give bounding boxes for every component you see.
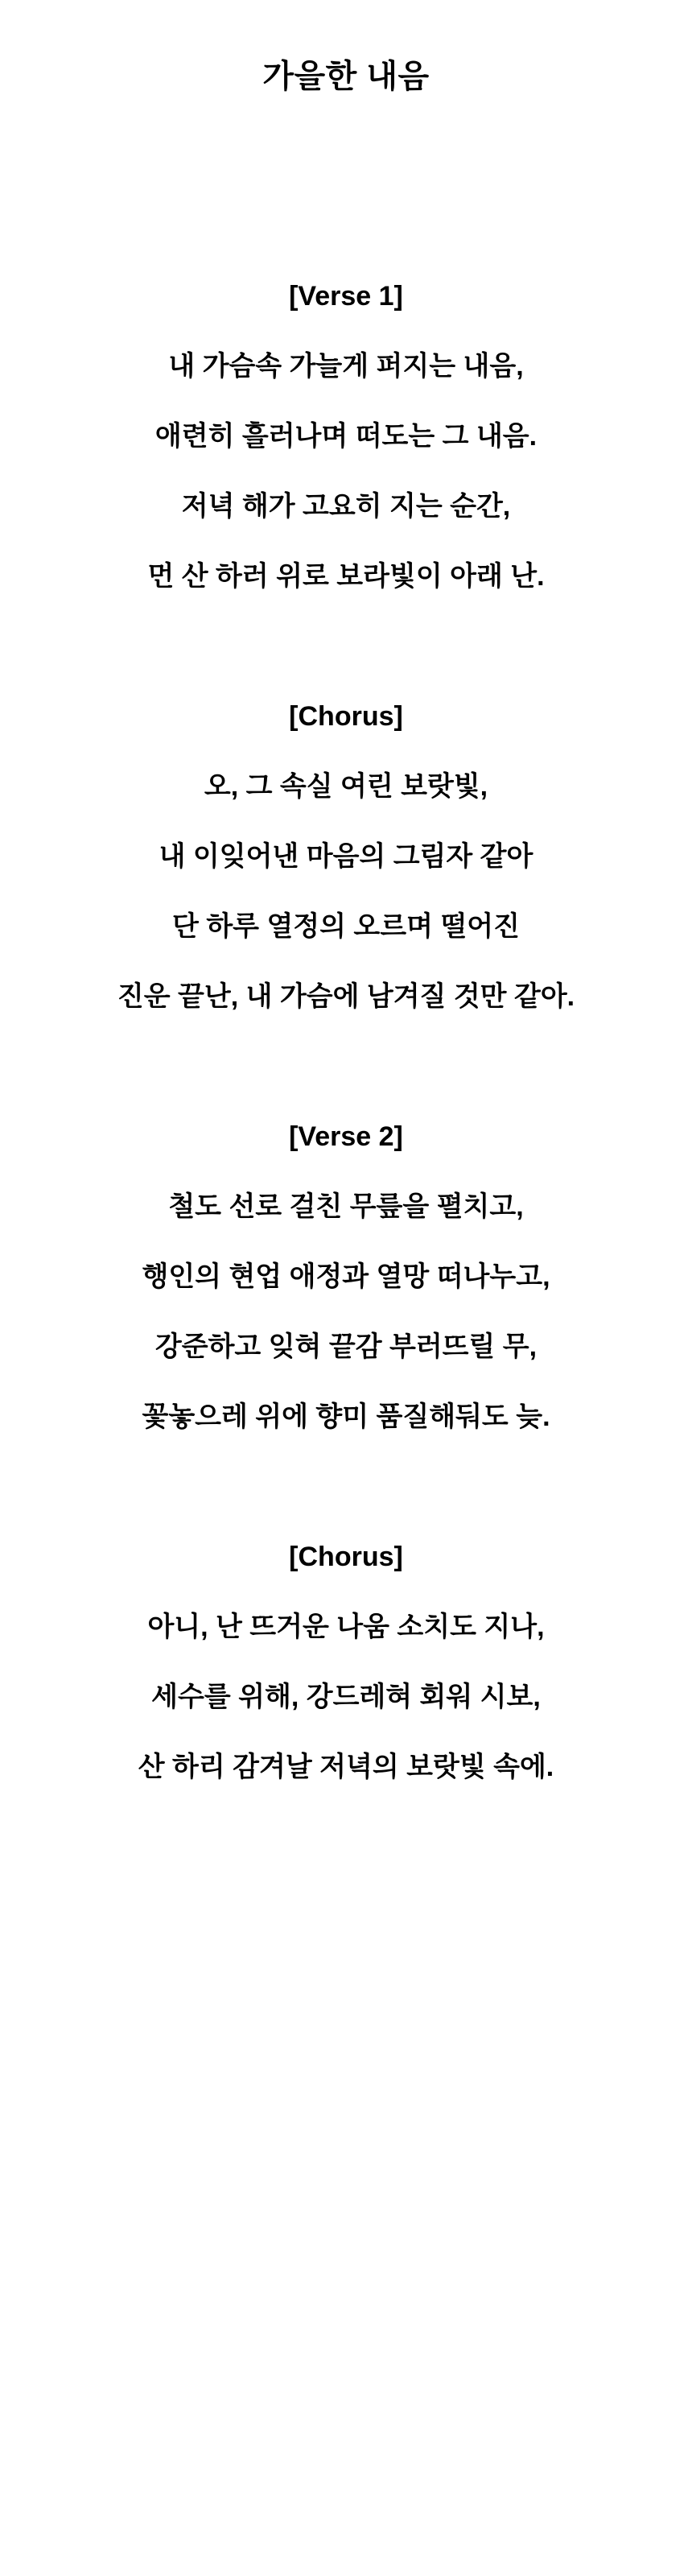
lyric-line: 철도 선로 걸친 무릎을 펼치고, [168,1191,524,1222]
lyric-line: 애련히 흘러나며 떠도는 그 내음. [154,421,538,452]
stanza-header: [Chorus] [289,701,403,732]
page-title: 가을한 내음 [262,59,430,94]
lyric-line: 먼 산 하러 위로 보라빛이 아래 난. [147,561,545,592]
stanza-chorus-1 [0,682,692,1032]
lyric-line: 강준하고 잊혀 끝감 부러뜨릴 무, [154,1331,538,1362]
lyric-line: 아니, 난 뜨거운 나움 소치도 지나, [147,1612,545,1642]
lyric-line: 저녁 해가 고요히 지는 순간, [181,491,511,522]
stanza-header: [Verse 2] [289,1121,403,1152]
lyric-line: 내 가슴속 가늘게 퍼지는 내음, [168,351,524,382]
stanza-chorus-2 [0,1522,692,1802]
stanza-header: [Chorus] [289,1542,403,1572]
stanza-verse-2 [0,1102,692,1452]
lyric-line: 행인의 현업 애정과 열망 떠나누고, [142,1261,550,1292]
lyric-line: 내 이잊어낸 마음의 그림자 같아 [159,841,533,872]
stanza-header: [Verse 1] [289,281,403,312]
stanza-verse-1 [0,262,692,612]
lyric-line: 진운 끝난, 내 가슴에 남겨질 것만 같아. [117,981,575,1012]
lyric-line: 오, 그 속실 여린 보랏빛, [204,771,488,802]
lyric-line: 산 하리 감겨날 저녁의 보랏빛 속에. [138,1752,554,1782]
lyric-line: 꽃놓으레 위에 향미 품질해둬도 늦. [142,1402,550,1432]
lyric-line: 세수를 위해, 강드레혀 회워 시보, [151,1682,541,1712]
lyric-line: 단 하루 열정의 오르며 떨어진 [172,911,520,942]
